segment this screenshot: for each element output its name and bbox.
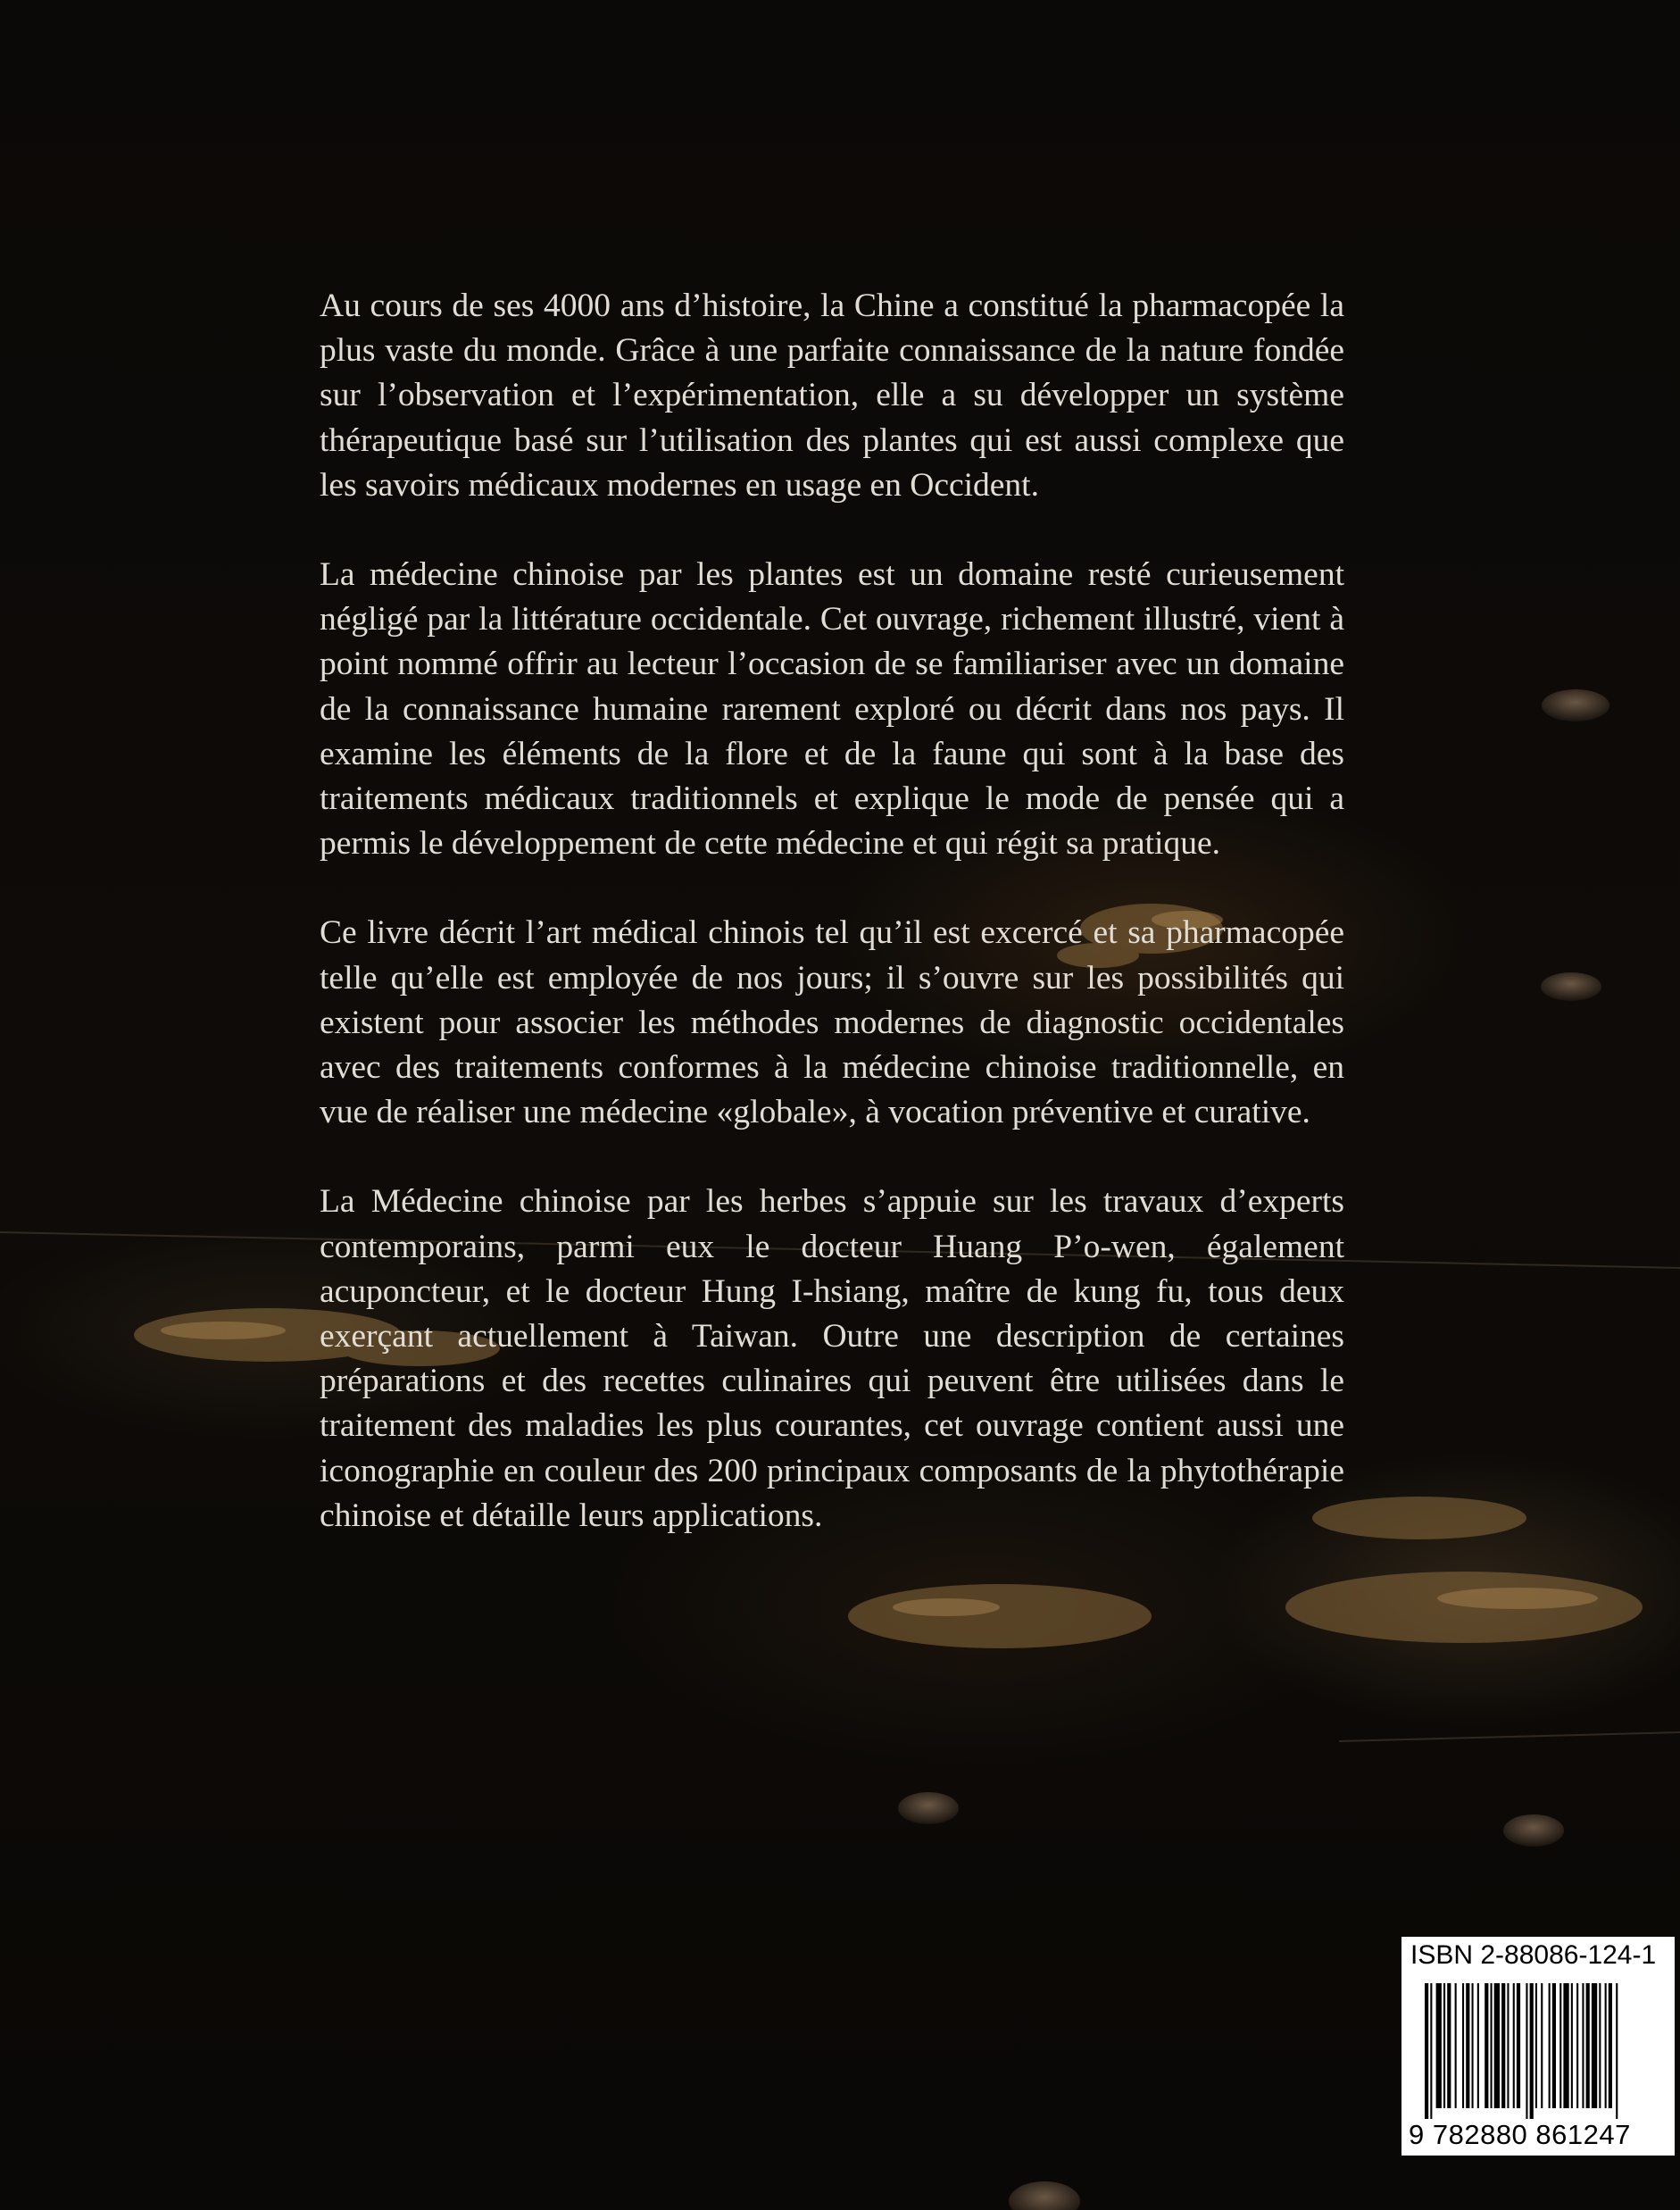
barcode-bar (1563, 1983, 1568, 2108)
barcode-bar (1576, 1983, 1578, 2108)
barcode-bar (1491, 1983, 1493, 2108)
barcode-bar (1485, 1983, 1488, 2108)
isbn-label: ISBN 2-88086-124-1 (1410, 1940, 1657, 1970)
barcode-image (1401, 1976, 1675, 2119)
barcode-bar (1559, 1983, 1561, 2108)
barcode-bar (1462, 1983, 1464, 2108)
barcode-bar (1535, 1983, 1537, 2108)
barcode-bar (1436, 1983, 1442, 2108)
barcode-number: 9 782880 861247 (1409, 2119, 1631, 2150)
barcode-bar (1586, 1983, 1590, 2108)
barcode-bar (1494, 1983, 1500, 2108)
description-paragraph-3: Ce livre décrit l’art médical chinois tel qu’il est excercé et sa pharmacopée telle qu’elle est employée de nos jours; il s’ouvre sur les possibilités qui existent pour associer les méthodes modernes de diagnostic occidentales avec des traitements conformes à la médecine chinoise traditionnelle, en vue de réaliser une médecine «globale», à vocation préventive et curative. (320, 914, 1344, 1131)
barcode-bar (1472, 1983, 1474, 2108)
barcode-bar (1609, 1983, 1612, 2108)
barcode-bar (1616, 1983, 1618, 2119)
barcode-bar (1599, 1983, 1601, 2108)
barcode-bar (1530, 1983, 1534, 2119)
description-paragraph-4: La Médecine chinoise par les herbes s’appuie sur les travaux d’experts contemporains, parmi eux le docteur Huang P’o-wen, également acuponcteur, et le docteur Hung I-hsiang, maître de kung fu, tous deux exerçant actuellement à Taiwan. Outre une description de certaines préparations et des recettes culinaires qui peuvent être utilisées dans le traitement des maladies les plus courantes, cet ouvrage contient aussi une iconographie en couleur des 200 principaux composants de la phytothérapie chinoise et détaille leurs applications. (320, 1183, 1344, 1534)
barcode-bar (1501, 1983, 1505, 2108)
barcode-bar (1541, 1983, 1543, 2108)
barcode-bar (1425, 1983, 1428, 2119)
isbn-barcode-box (1401, 1937, 1675, 2156)
barcode-bar (1513, 1983, 1515, 2108)
barcode-bar (1477, 1983, 1479, 2108)
barcode-bar (1517, 1983, 1520, 2108)
barcode-bar (1466, 1983, 1469, 2108)
description-paragraph-2: La médecine chinoise par les plantes est un domaine resté curieusement négligé par la littérature occidentale. Cet ouvrage, richement illustré, vient à point nommé offrir au lecteur l’occasion de se familiariser avec un domaine de la connaissance humaine rarement exploré ou décrit dans nos pays. Il examine les éléments de la flore et de la faune qui sont à la base des traitements médicaux traditionnels et explique le mode de pensée qui a permis le développement de cette médecine et qui régit sa pratique. (320, 556, 1344, 863)
barcode-bar (1571, 1983, 1573, 2108)
barcode-bar (1455, 1983, 1457, 2108)
barcode-bar (1447, 1983, 1451, 2108)
barcode-bar (1507, 1983, 1509, 2108)
description-paragraph-1: Au cours de ses 4000 ans d’histoire, la Chine a constitué la pharmacopée la plus vaste du monde. Grâce à une parfaite connaissance de la nature fondée sur l’observation et l’expérimentation, elle a su développer un système thérapeutique basé sur l’utilisation des plantes qui est aussi complexe que les savoirs médicaux modernes en usage en Occident. (320, 288, 1344, 504)
barcode-bar (1549, 1983, 1551, 2108)
barcode-bar (1552, 1983, 1556, 2108)
barcode-bar (1443, 1983, 1445, 2108)
description-text (320, 284, 1344, 1583)
barcode-bar (1605, 1983, 1607, 2108)
barcode-bar (1526, 1983, 1527, 2119)
barcode-bar (1582, 1983, 1584, 2108)
barcode-bar (1430, 1983, 1432, 2119)
barcode-bar (1592, 1983, 1597, 2108)
